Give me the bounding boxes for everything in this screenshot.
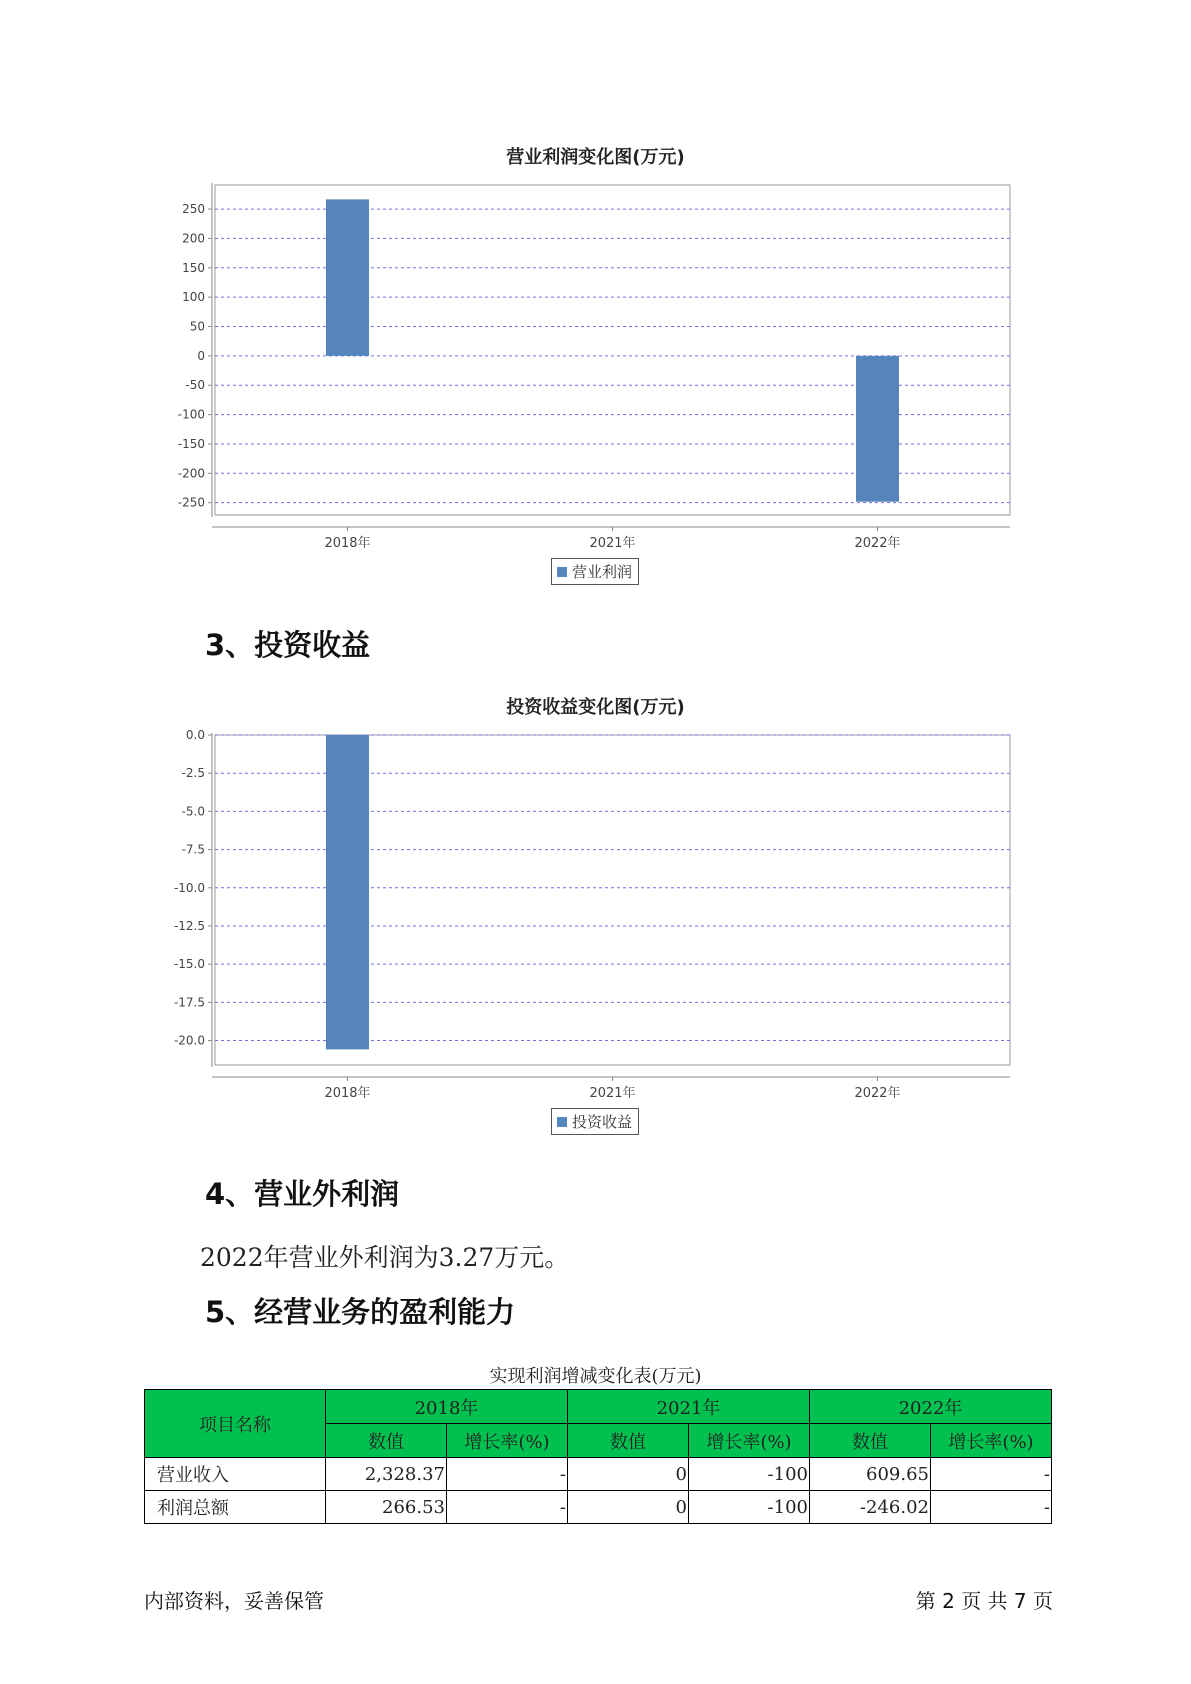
y-tick-label: -20.0 xyxy=(173,1033,205,1048)
year-header: 2021年 xyxy=(568,1390,810,1424)
y-tick-label: -17.5 xyxy=(173,995,205,1010)
y-tick-label: 50 xyxy=(189,319,205,334)
chart-title: 投资收益变化图(万元) xyxy=(506,697,685,718)
x-tick-label: 2018年 xyxy=(324,1086,371,1101)
section-heading-investment-income: 3、投资收益 xyxy=(205,628,371,662)
y-tick-label: -100 xyxy=(177,407,205,422)
chart-plot xyxy=(0,725,1191,1145)
y-tick-label: -250 xyxy=(177,495,205,510)
table-cell: 0 xyxy=(568,1491,689,1524)
chart-title: 营业利润变化图(万元) xyxy=(506,147,685,168)
y-tick-label: 200 xyxy=(182,231,205,246)
y-tick-label: -200 xyxy=(177,466,205,481)
value-header: 数值 xyxy=(810,1424,931,1458)
footer-page-number: 第 2 页 共 7 页 xyxy=(915,1589,1053,1613)
bar xyxy=(326,199,369,356)
x-tick-label: 2021年 xyxy=(589,1086,636,1101)
table-caption: 实现利润增减变化表(万元) xyxy=(489,1366,702,1387)
row-label: 利润总额 xyxy=(145,1491,326,1524)
y-tick-label: 100 xyxy=(182,290,205,305)
y-tick-label: -5.0 xyxy=(181,804,205,819)
legend-label: 投资收益 xyxy=(572,1113,633,1131)
table-cell: - xyxy=(931,1458,1052,1491)
growth-rate-header: 增长率(%) xyxy=(689,1424,810,1458)
year-header: 2022年 xyxy=(810,1390,1052,1424)
y-tick-label: 250 xyxy=(182,202,205,217)
table-cell: -100 xyxy=(689,1491,810,1524)
y-tick-label: 0.0 xyxy=(185,728,205,742)
y-tick-label: -15.0 xyxy=(173,957,205,972)
table-cell: 609.65 xyxy=(810,1458,931,1491)
row-label: 营业收入 xyxy=(145,1458,326,1491)
y-tick-label: -7.5 xyxy=(181,842,205,857)
year-header: 2018年 xyxy=(326,1390,568,1424)
legend-swatch xyxy=(557,567,567,577)
footer-confidential: 内部资料，妥善保管 xyxy=(144,1589,324,1613)
y-tick-label: -50 xyxy=(185,378,205,393)
table-cell: -100 xyxy=(689,1458,810,1491)
growth-rate-header: 增长率(%) xyxy=(931,1424,1052,1458)
bar xyxy=(326,735,369,1049)
profit-change-table xyxy=(144,1389,1052,1524)
value-header: 数值 xyxy=(568,1424,689,1458)
y-tick-label: 0 xyxy=(197,348,205,363)
y-tick-label: -10.0 xyxy=(173,880,205,895)
item-name-header: 项目名称 xyxy=(145,1390,326,1458)
chart-legend xyxy=(551,1108,639,1135)
operating-profit-chart xyxy=(0,135,1191,590)
table-cell: - xyxy=(931,1491,1052,1524)
table-row xyxy=(145,1458,1052,1491)
y-tick-label: -12.5 xyxy=(173,918,205,933)
table-cell: - xyxy=(447,1458,568,1491)
y-tick-label: -2.5 xyxy=(181,766,205,781)
x-tick-label: 2021年 xyxy=(589,536,636,551)
bar xyxy=(856,356,899,502)
non-operating-profit-text: 2022年营业外利润为3.27万元。 xyxy=(200,1243,570,1272)
table-cell: 0 xyxy=(568,1458,689,1491)
chart-plot xyxy=(0,175,1191,595)
table-cell: - xyxy=(447,1491,568,1524)
x-tick-label: 2018年 xyxy=(324,536,371,551)
y-tick-label: 150 xyxy=(182,260,205,275)
y-tick-label: -150 xyxy=(177,436,205,451)
table-cell: -246.02 xyxy=(810,1491,931,1524)
x-tick-label: 2022年 xyxy=(854,1086,901,1101)
legend-label: 营业利润 xyxy=(572,563,633,581)
growth-rate-header: 增长率(%) xyxy=(447,1424,568,1458)
value-header: 数值 xyxy=(326,1424,447,1458)
legend-swatch xyxy=(557,1117,567,1127)
table-cell: 266.53 xyxy=(326,1491,447,1524)
section-heading-profitability: 5、经营业务的盈利能力 xyxy=(205,1295,516,1329)
chart-legend xyxy=(551,558,639,585)
section-heading-non-operating-profit: 4、营业外利润 xyxy=(205,1177,400,1211)
x-tick-label: 2022年 xyxy=(854,536,901,551)
table-row xyxy=(145,1491,1052,1524)
investment-income-chart xyxy=(0,685,1191,1140)
table-cell: 2,328.37 xyxy=(326,1458,447,1491)
